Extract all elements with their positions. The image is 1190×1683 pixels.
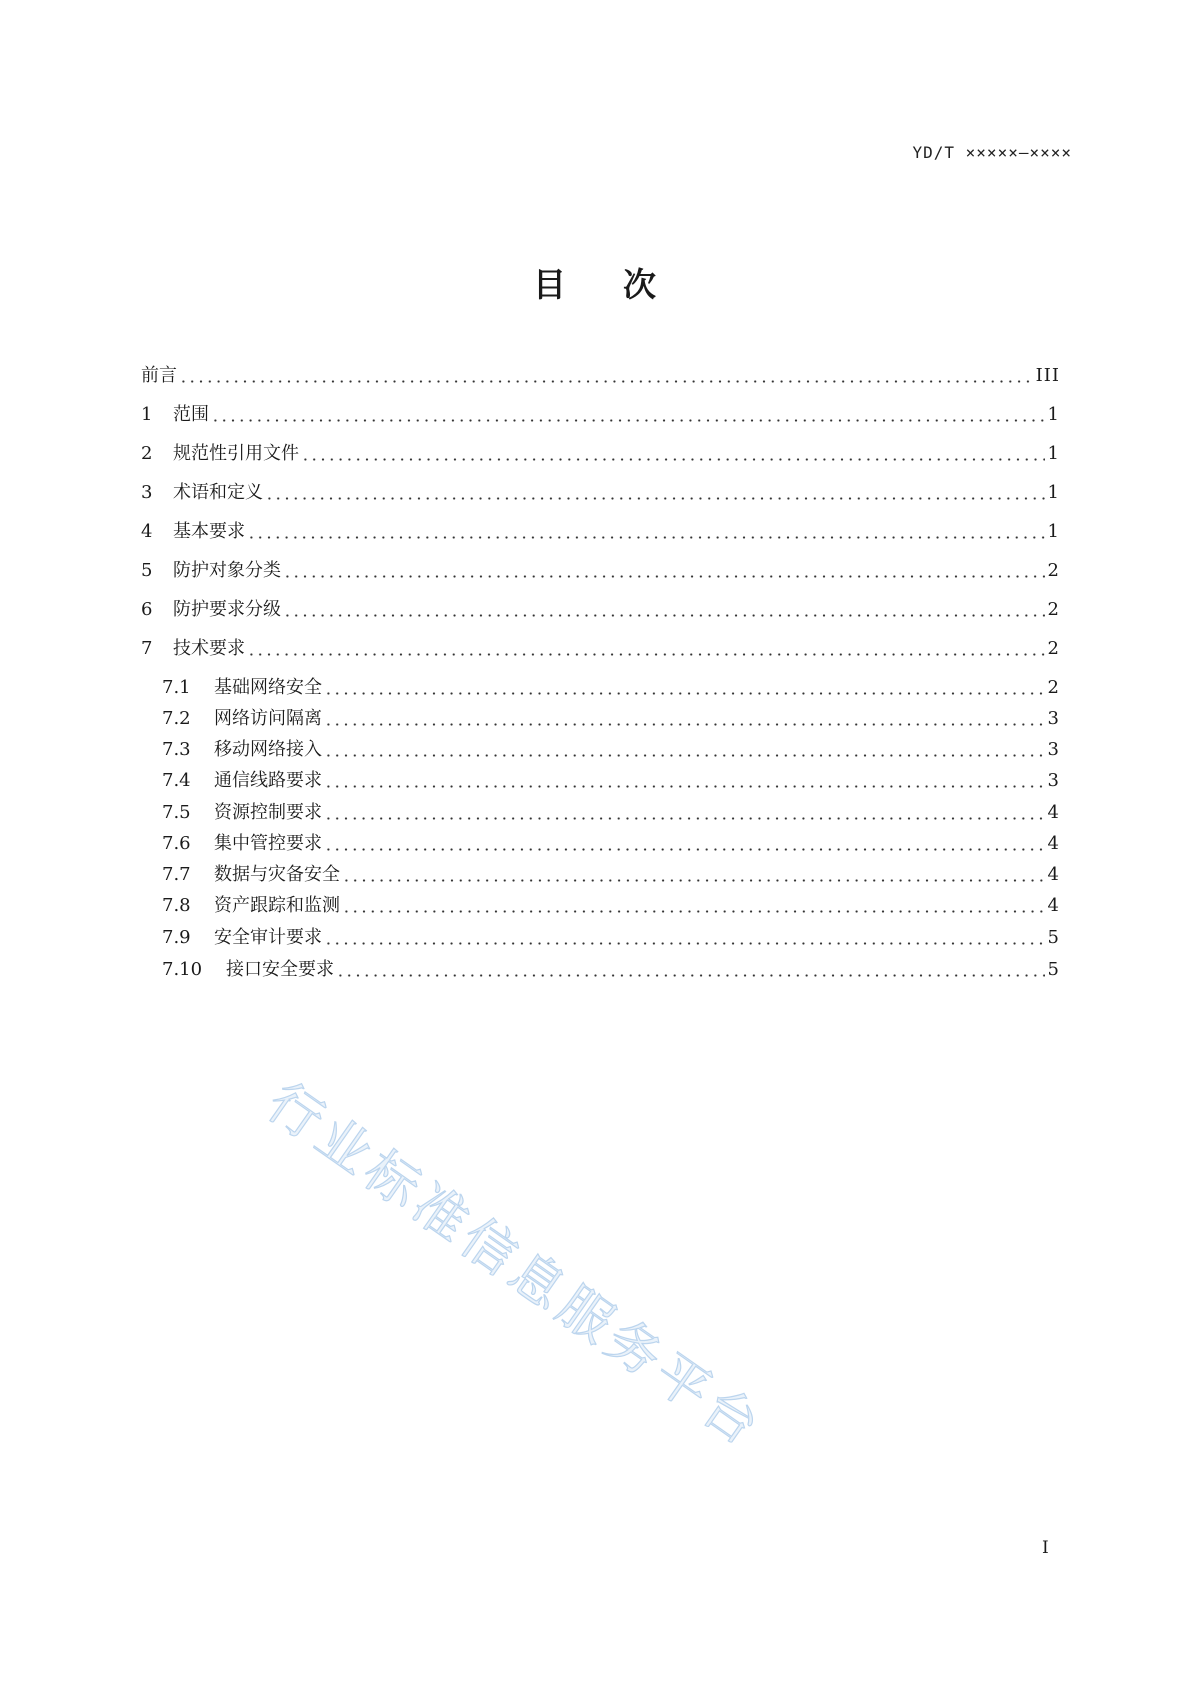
toc-entry-number: 7.8 (162, 895, 191, 916)
toc-leader-dots (342, 910, 1045, 913)
toc-entry-text: 通信线路要求 (214, 770, 322, 791)
toc-entry-text: 技术要求 (173, 638, 245, 659)
toc-entry-number: 4 (141, 521, 153, 542)
toc-entry-number: 7.2 (162, 708, 191, 729)
toc-entry-number: 7.3 (162, 739, 191, 760)
toc-entry-number: 1 (141, 404, 153, 425)
toc-leader-dots (283, 575, 1045, 578)
page-number: I (1042, 1538, 1049, 1558)
title-char-1: 目 (533, 265, 567, 304)
toc-entry-5[interactable] (141, 552, 1060, 582)
toc-leader-dots (301, 458, 1045, 461)
toc-entry-text: 范围 (173, 404, 209, 425)
toc-entry-text: 防护要求分级 (173, 599, 281, 620)
toc-entry-text: 网络访问隔离 (214, 708, 322, 729)
toc-entry-7-3[interactable] (162, 731, 1060, 761)
toc-entry-page: 4 (1047, 895, 1060, 916)
toc-entry-number: 7 (141, 638, 153, 659)
toc-leader-dots (247, 653, 1045, 656)
toc-entry-text: 基础网络安全 (214, 677, 322, 698)
toc-entry-text: 集中管控要求 (214, 833, 322, 854)
toc-entry-page: 2 (1047, 638, 1060, 659)
toc-leader-dots (211, 419, 1045, 422)
toc-leader-dots (265, 497, 1045, 500)
toc-leader-dots (342, 879, 1045, 882)
toc-entry-7[interactable] (141, 630, 1060, 660)
toc-entry-7-7[interactable] (162, 856, 1060, 886)
toc-entry-7-6[interactable] (162, 825, 1060, 855)
toc-leader-dots (324, 848, 1045, 851)
toc-entry-page: 3 (1047, 770, 1060, 791)
toc-entry-number: 7.4 (162, 770, 191, 791)
toc-entry-page: 1 (1047, 521, 1060, 542)
toc-entry-page: 3 (1047, 708, 1060, 729)
toc-entry-text: 资源控制要求 (214, 802, 322, 823)
toc-entry-text: 接口安全要求 (226, 959, 334, 980)
toc-entry-text: 基本要求 (173, 521, 245, 542)
toc-entry-7-1[interactable] (162, 669, 1060, 699)
toc-entry-page: 4 (1047, 833, 1060, 854)
toc-entry-6[interactable] (141, 591, 1060, 621)
toc-entry-7-5[interactable] (162, 794, 1060, 824)
toc-entry-page: 5 (1047, 959, 1060, 980)
toc-entry-7-8[interactable] (162, 887, 1060, 917)
toc-entry-page: III (1035, 365, 1060, 386)
toc-entry-page: 1 (1047, 443, 1060, 464)
toc-entry-text: 规范性引用文件 (173, 443, 299, 464)
toc-entry-page: 2 (1047, 677, 1060, 698)
toc-entry-text: 数据与灾备安全 (214, 864, 340, 885)
watermark: 行业标准信息服务平台 (256, 1071, 775, 1461)
toc-entry-number: 7.1 (162, 677, 191, 698)
toc-entry-page: 4 (1047, 864, 1060, 885)
toc-entry-number: 6 (141, 599, 153, 620)
toc-entry-page: 2 (1047, 560, 1060, 581)
toc-entry-number: 7.6 (162, 833, 191, 854)
toc-entry-7-10[interactable] (162, 951, 1060, 981)
toc-entry-number: 7.7 (162, 864, 191, 885)
toc-entry-text: 防护对象分类 (173, 560, 281, 581)
toc-entry-7-2[interactable] (162, 700, 1060, 730)
toc-leader-dots (324, 692, 1045, 695)
page-title (0, 259, 1190, 306)
toc-entry-page: 5 (1047, 927, 1060, 948)
toc-leader-dots (247, 536, 1045, 539)
toc-entry-foreword[interactable] (141, 357, 1060, 387)
toc-entry-number: 7.5 (162, 802, 191, 823)
toc-entry-text: 移动网络接入 (214, 739, 322, 760)
toc-entry-7-4[interactable] (162, 762, 1060, 792)
toc-leader-dots (324, 785, 1045, 788)
document-code: YD/T ×××××—×××× (912, 143, 1072, 162)
toc-leader-dots (283, 614, 1045, 617)
toc-entry-2[interactable] (141, 435, 1060, 465)
toc-entry-number: 7.10 (162, 959, 203, 980)
toc-entry-number: 2 (141, 443, 153, 464)
toc-leader-dots (324, 942, 1045, 945)
toc-entry-7-9[interactable] (162, 919, 1060, 949)
toc-entry-number: 3 (141, 482, 153, 503)
toc-entry-text: 前言 (141, 365, 177, 386)
toc-entry-page: 1 (1047, 482, 1060, 503)
toc-entry-page: 4 (1047, 802, 1060, 823)
toc-entry-text: 安全审计要求 (214, 927, 322, 948)
toc-leader-dots (324, 754, 1045, 757)
title-char-2: 次 (623, 265, 657, 304)
toc-leader-dots (179, 380, 1033, 383)
toc-leader-dots (336, 974, 1045, 977)
toc-leader-dots (324, 817, 1045, 820)
toc-entry-number: 7.9 (162, 927, 191, 948)
toc-entry-1[interactable] (141, 396, 1060, 426)
toc-entry-3[interactable] (141, 474, 1060, 504)
toc-entry-text: 术语和定义 (173, 482, 263, 503)
toc-entry-page: 3 (1047, 739, 1060, 760)
toc-entry-text: 资产跟踪和监测 (214, 895, 340, 916)
toc-leader-dots (324, 723, 1045, 726)
toc-entry-page: 1 (1047, 404, 1060, 425)
toc-entry-4[interactable] (141, 513, 1060, 543)
toc-entry-number: 5 (141, 560, 153, 581)
toc-entry-page: 2 (1047, 599, 1060, 620)
